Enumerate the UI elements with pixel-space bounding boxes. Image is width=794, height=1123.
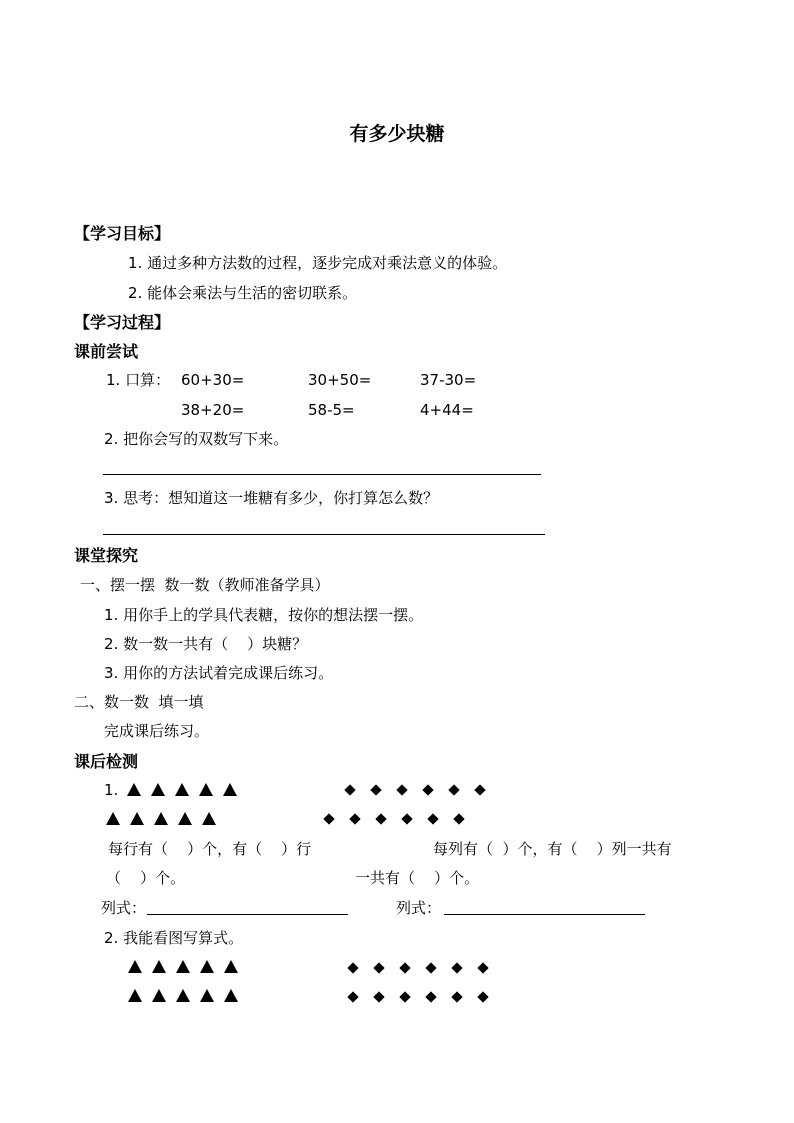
triangle-icon bbox=[223, 783, 237, 796]
column-count-prompt: 每列有（ ）个，有（ ）列一共有 bbox=[433, 840, 672, 858]
diamond-icon bbox=[401, 813, 412, 824]
triangle-icon bbox=[128, 989, 142, 1002]
diamond-icon bbox=[399, 962, 410, 973]
diamond-icon bbox=[375, 813, 386, 824]
pre-question-2: 2. 把你会写的双数写下来。 bbox=[104, 430, 289, 448]
triangle-icon bbox=[154, 812, 168, 825]
triangle-icon bbox=[202, 812, 216, 825]
part1-item-1: 1. 用你手上的学具代表糖，按你的想法摆一摆。 bbox=[104, 606, 424, 624]
triangle-row bbox=[106, 812, 226, 825]
oral-calc-item: 37-30= bbox=[420, 371, 477, 389]
in-class-heading: 课堂探究 bbox=[74, 546, 139, 565]
diamond-icon bbox=[349, 813, 360, 824]
objective-item-1: 1. 通过多种方法数的过程，逐步完成对乘法意义的体验。 bbox=[128, 254, 508, 272]
in-class-part-1: 一、摆一摆 数一数（教师准备学具） bbox=[80, 576, 330, 594]
oral-calc-item: 58-5= bbox=[308, 401, 355, 419]
triangle-icon bbox=[151, 783, 165, 796]
diamond-row bbox=[346, 961, 502, 972]
question-2: 2. 我能看图写算式。 bbox=[104, 929, 244, 947]
in-class-part-2: 二、数一数 填一填 bbox=[74, 693, 204, 711]
diamond-icon bbox=[344, 784, 355, 795]
part1-item-2: 2. 数一数一共有（ ）块糖？ bbox=[104, 635, 308, 653]
formula-label: 列式： bbox=[101, 899, 147, 917]
formula-line[interactable] bbox=[147, 914, 348, 915]
triangle-icon bbox=[106, 812, 120, 825]
part2-text: 完成课后练习。 bbox=[104, 722, 210, 740]
oral-calc-label: 1. 口算： bbox=[106, 371, 171, 389]
diamond-icon bbox=[451, 962, 462, 973]
diamond-icon bbox=[370, 784, 381, 795]
oral-calc-item: 38+20= bbox=[181, 401, 245, 419]
triangle-icon bbox=[176, 989, 190, 1002]
question-1-label: 1. bbox=[104, 781, 119, 799]
process-heading: 【学习过程】 bbox=[74, 313, 171, 332]
formula-line[interactable] bbox=[444, 914, 645, 915]
diamond-row bbox=[346, 990, 502, 1001]
diamond-icon bbox=[474, 784, 485, 795]
triangle-icon bbox=[152, 989, 166, 1002]
diamond-icon bbox=[425, 962, 436, 973]
diamond-icon bbox=[477, 962, 488, 973]
triangle-row bbox=[128, 960, 248, 973]
triangle-icon bbox=[224, 960, 238, 973]
triangle-icon bbox=[224, 989, 238, 1002]
page-title: 有多少块糖 bbox=[349, 123, 445, 145]
diamond-icon bbox=[347, 991, 358, 1002]
oral-calc-item: 30+50= bbox=[308, 371, 372, 389]
diamond-icon bbox=[373, 991, 384, 1002]
pre-class-heading: 课前尝试 bbox=[74, 342, 139, 361]
diamond-icon bbox=[451, 991, 462, 1002]
triangle-icon bbox=[152, 960, 166, 973]
formula-label: 列式： bbox=[396, 899, 442, 917]
after-class-heading: 课后检测 bbox=[74, 752, 139, 771]
diamond-icon bbox=[448, 784, 459, 795]
triangle-icon bbox=[178, 812, 192, 825]
diamond-icon bbox=[323, 813, 334, 824]
row-total-prompt: （ ）个。 bbox=[106, 869, 186, 887]
triangle-icon bbox=[199, 783, 213, 796]
diamond-icon bbox=[427, 813, 438, 824]
diamond-row bbox=[343, 783, 499, 794]
diamond-icon bbox=[422, 784, 433, 795]
triangle-icon bbox=[200, 960, 214, 973]
answer-line[interactable] bbox=[103, 534, 545, 535]
diamond-icon bbox=[425, 991, 436, 1002]
diamond-icon bbox=[399, 991, 410, 1002]
oral-calc-item: 4+44= bbox=[420, 401, 474, 419]
diamond-row bbox=[322, 812, 478, 823]
diamond-icon bbox=[477, 991, 488, 1002]
objective-item-2: 2. 能体会乘法与生活的密切联系。 bbox=[128, 284, 358, 302]
triangle-icon bbox=[127, 783, 141, 796]
diamond-icon bbox=[453, 813, 464, 824]
diamond-icon bbox=[396, 784, 407, 795]
row-count-prompt: 每行有（ ）个，有（ ）行 bbox=[108, 840, 312, 858]
triangle-icon bbox=[200, 989, 214, 1002]
triangle-icon bbox=[130, 812, 144, 825]
oral-calc-item: 60+30= bbox=[181, 371, 245, 389]
part1-item-3: 3. 用你的方法试着完成课后练习。 bbox=[104, 664, 334, 682]
triangle-icon bbox=[176, 960, 190, 973]
answer-line[interactable] bbox=[103, 474, 541, 475]
pre-question-3: 3. 思考：想知道这一堆糖有多少，你打算怎么数？ bbox=[104, 489, 439, 507]
triangle-row bbox=[128, 989, 248, 1002]
column-total-prompt: 一共有（ ）个。 bbox=[355, 869, 480, 887]
diamond-icon bbox=[347, 962, 358, 973]
triangle-icon bbox=[128, 960, 142, 973]
triangle-icon bbox=[175, 783, 189, 796]
triangle-row bbox=[127, 783, 247, 796]
objectives-heading: 【学习目标】 bbox=[74, 224, 171, 243]
diamond-icon bbox=[373, 962, 384, 973]
